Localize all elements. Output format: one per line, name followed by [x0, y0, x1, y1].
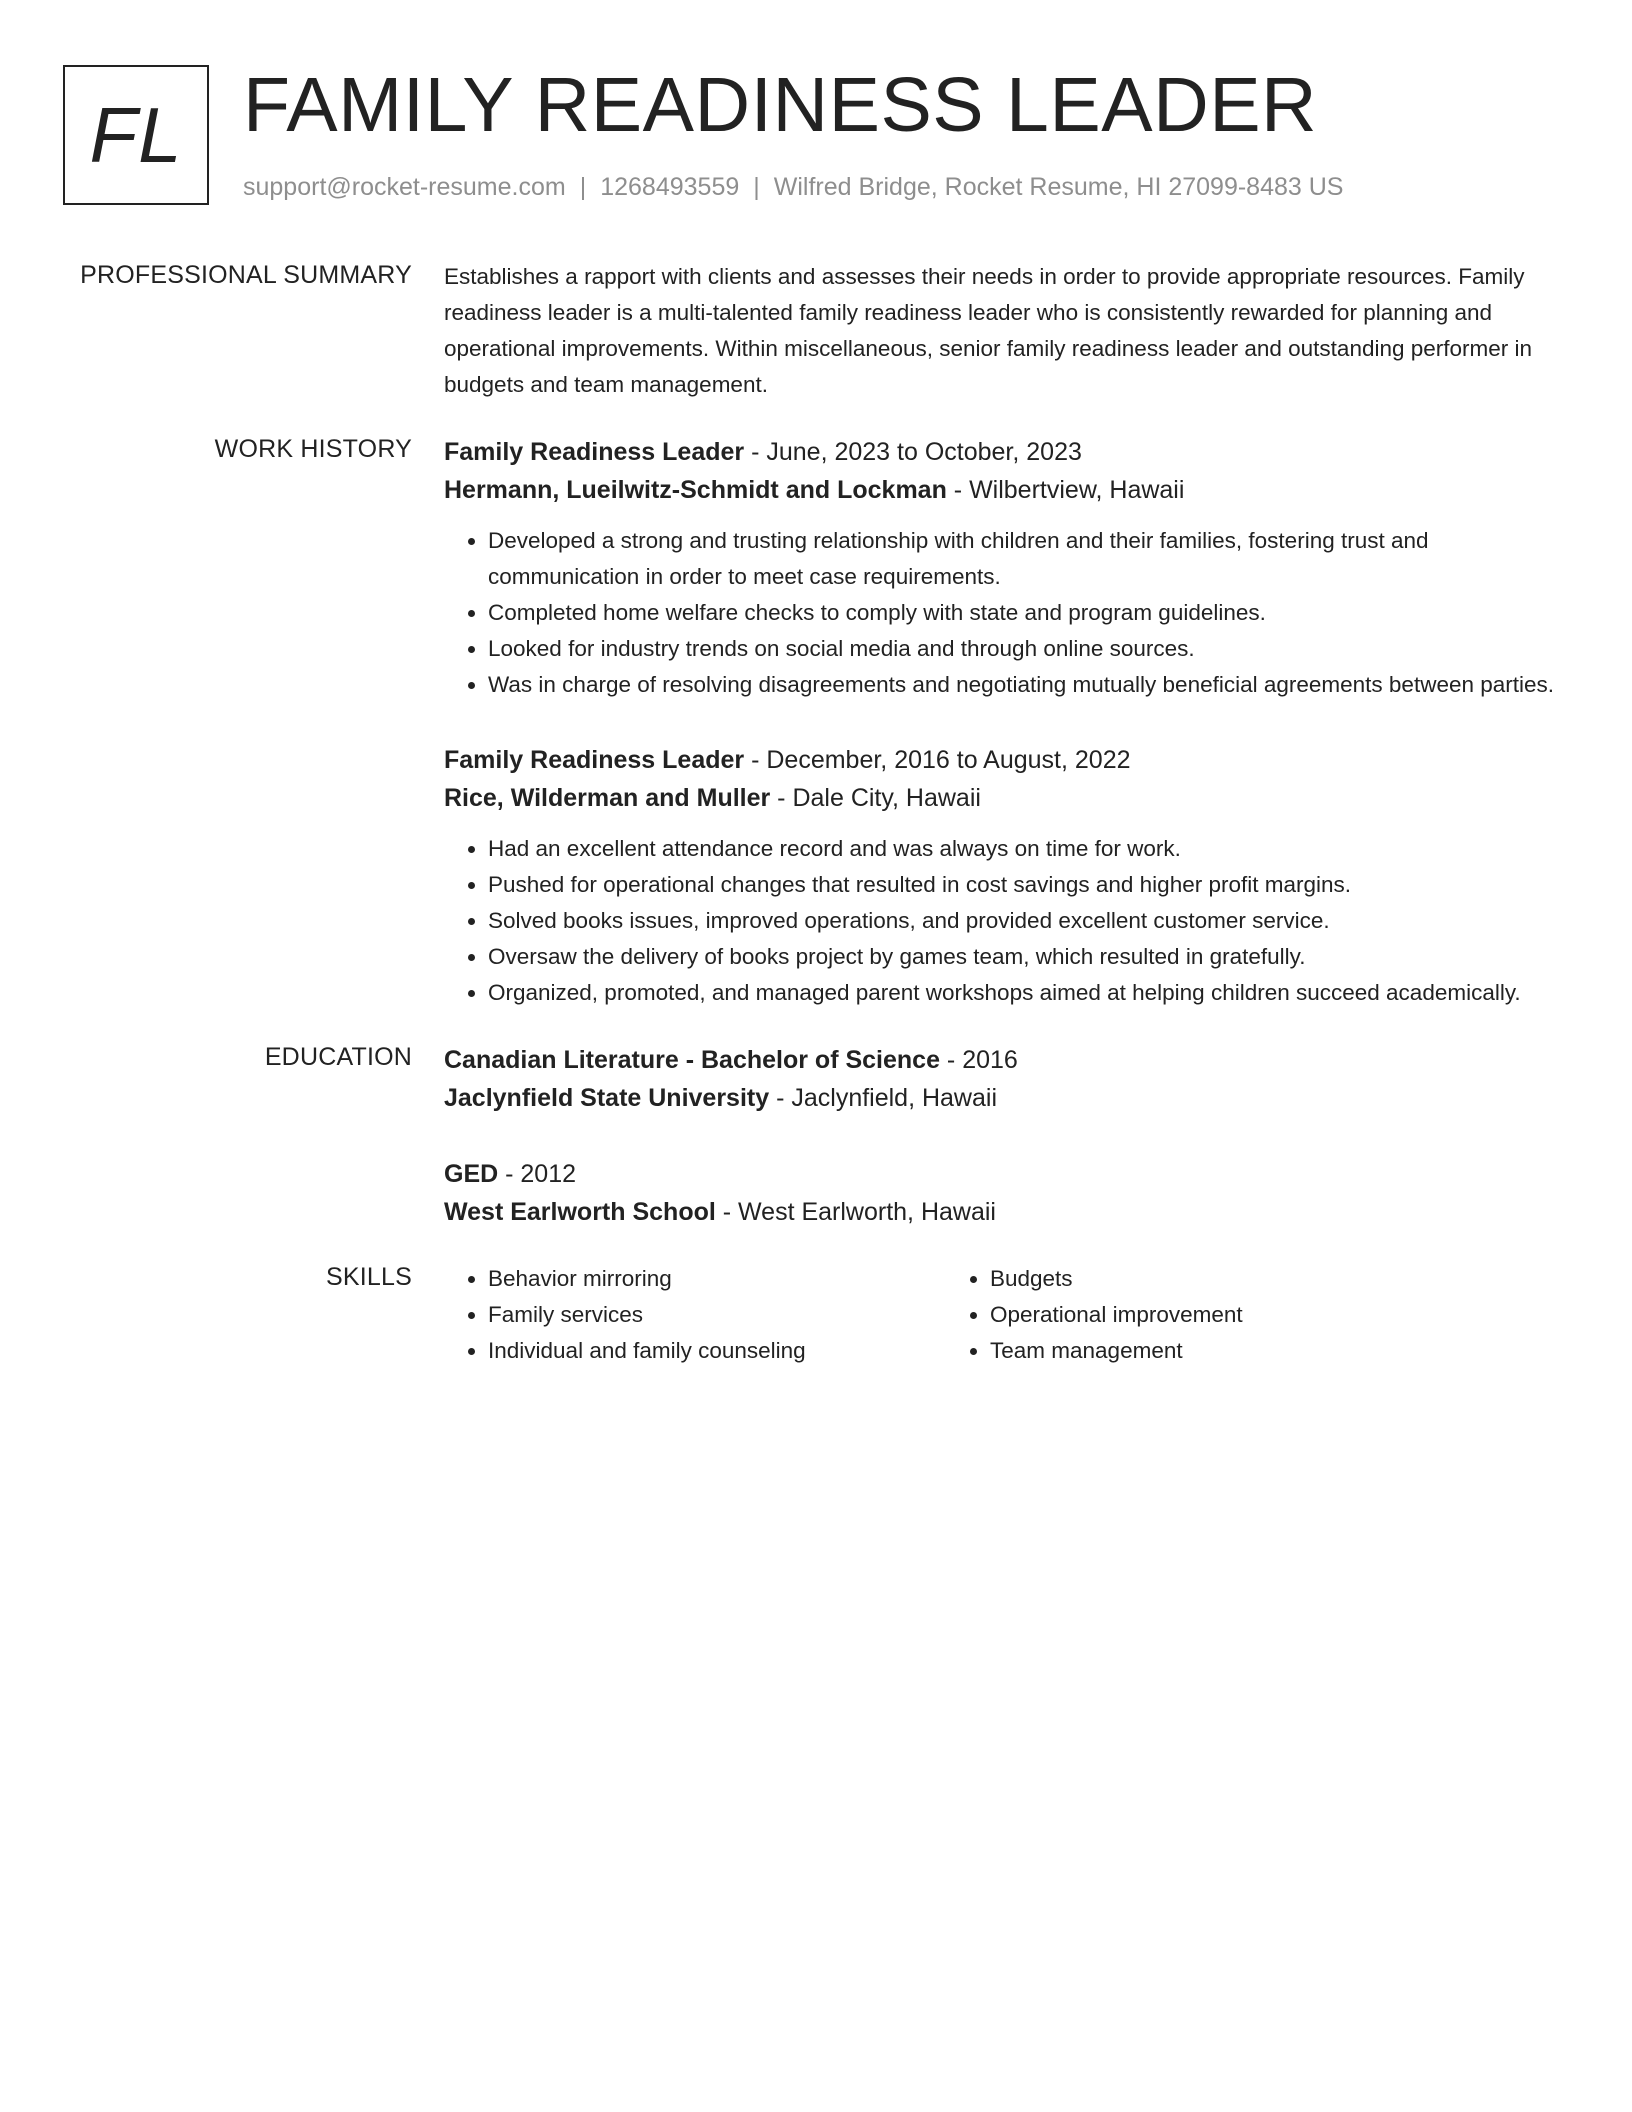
summary-text: Establishes a rapport with clients and assesses their needs in order to provide appropriate resources. Family readiness leader is a multi-talented family readiness leader who is consistently rewarded for planning and operational improvements. Within miscellaneous, senior family readiness leader and outstanding performer in budgets and team management.: [444, 264, 1533, 397]
contact-line: [243, 173, 1343, 202]
contact-address: Wilfred Bridge, Rocket Resume, HI 27099-8483 US: [773, 173, 1344, 201]
job-title: Family Readiness Leader: [444, 438, 745, 466]
job-company: Hermann, Lueilwitz-Schmidt and Lockman: [444, 476, 947, 504]
job-location: - Wilbertview, Hawaii: [946, 476, 1185, 504]
education-degree: GED: [444, 1160, 499, 1188]
contact-email: support@rocket-resume.com: [243, 173, 566, 201]
skills-column-2: [946, 1261, 1448, 1369]
section-body: [444, 433, 1556, 1011]
education-degree: Canadian Literature - Bachelor of Science: [444, 1046, 940, 1074]
education-entry: [444, 1041, 1556, 1117]
education-year: - 2012: [498, 1160, 577, 1188]
job-entry: [444, 433, 1556, 703]
monogram-logo: FL: [63, 65, 209, 205]
section-body: [444, 1261, 1556, 1369]
skill-item: • Behavior mirroring: [488, 1261, 946, 1297]
job-company: Rice, Wilderman and Muller: [444, 784, 771, 812]
job-entry: [444, 741, 1556, 1011]
section-work-history: [0, 433, 1632, 1011]
job-bullets: [444, 523, 1556, 703]
skill-item: • Individual and family counseling: [488, 1333, 946, 1369]
job-bullet: • Organized, promoted, and managed parent workshops aimed at helping children succeed academically.: [488, 975, 1556, 1011]
skill-item: • Operational improvement: [990, 1297, 1448, 1333]
section-label: WORK HISTORY: [214, 435, 412, 463]
skills-column-1: [444, 1261, 946, 1369]
resume-header: [63, 62, 1583, 215]
education-year: - 2016: [939, 1046, 1018, 1074]
section-body: [444, 1041, 1556, 1231]
job-bullet: • Solved books issues, improved operations, and provided excellent customer service.: [488, 903, 1556, 939]
section-label: SKILLS: [326, 1263, 412, 1291]
job-dates: - June, 2023 to October, 2023: [744, 438, 1082, 466]
resume-content: [0, 259, 1632, 1399]
section-body: [444, 259, 1556, 403]
job-bullet: • Looked for industry trends on social media and through online sources.: [488, 631, 1556, 667]
page-title: FAMILY READINESS LEADER: [243, 62, 1318, 148]
contact-separator: |: [579, 173, 587, 201]
education-school: West Earlworth School: [444, 1198, 716, 1226]
education-entry: [444, 1155, 1556, 1231]
job-title: Family Readiness Leader: [444, 746, 745, 774]
education-school-line: [444, 1079, 1556, 1117]
job-company-line: [444, 779, 1556, 817]
job-bullet: • Was in charge of resolving disagreements and negotiating mutually beneficial agreements between parties.: [488, 667, 1556, 703]
section-summary: [0, 259, 1632, 403]
education-school-line: [444, 1193, 1556, 1231]
education-degree-line: [444, 1155, 1556, 1193]
section-label: PROFESSIONAL SUMMARY: [80, 261, 412, 289]
job-company-line: [444, 471, 1556, 509]
job-bullets: [444, 831, 1556, 1011]
education-degree-line: [444, 1041, 1556, 1079]
job-bullet: • Had an excellent attendance record and was always on time for work.: [488, 831, 1556, 867]
contact-separator: |: [753, 173, 760, 201]
contact-phone: 1268493559: [600, 173, 740, 201]
section-education: [0, 1041, 1632, 1231]
job-title-line: [444, 433, 1556, 471]
skill-item: • Team management: [990, 1333, 1448, 1369]
job-bullet: • Pushed for operational changes that resulted in cost savings and higher profit margins.: [488, 867, 1556, 903]
education-location: - Jaclynfield, Hawaii: [769, 1084, 997, 1112]
job-location: - Dale City, Hawaii: [770, 784, 981, 812]
skills-columns: [444, 1261, 1556, 1369]
job-dates: - December, 2016 to August, 2022: [744, 746, 1131, 774]
job-bullet: • Developed a strong and trusting relationship with children and their families, fostering trust and communication in order to meet case requirements.: [488, 523, 1556, 595]
section-skills: [0, 1261, 1632, 1369]
job-bullet: • Completed home welfare checks to comply with state and program guidelines.: [488, 595, 1556, 631]
section-label: EDUCATION: [264, 1043, 412, 1071]
job-bullet: • Oversaw the delivery of books project by games team, which resulted in gratefully.: [488, 939, 1556, 975]
education-school: Jaclynfield State University: [444, 1084, 770, 1112]
skill-item: • Budgets: [990, 1261, 1448, 1297]
skill-item: • Family services: [488, 1297, 946, 1333]
job-title-line: [444, 741, 1556, 779]
education-location: - West Earlworth, Hawaii: [715, 1198, 996, 1226]
